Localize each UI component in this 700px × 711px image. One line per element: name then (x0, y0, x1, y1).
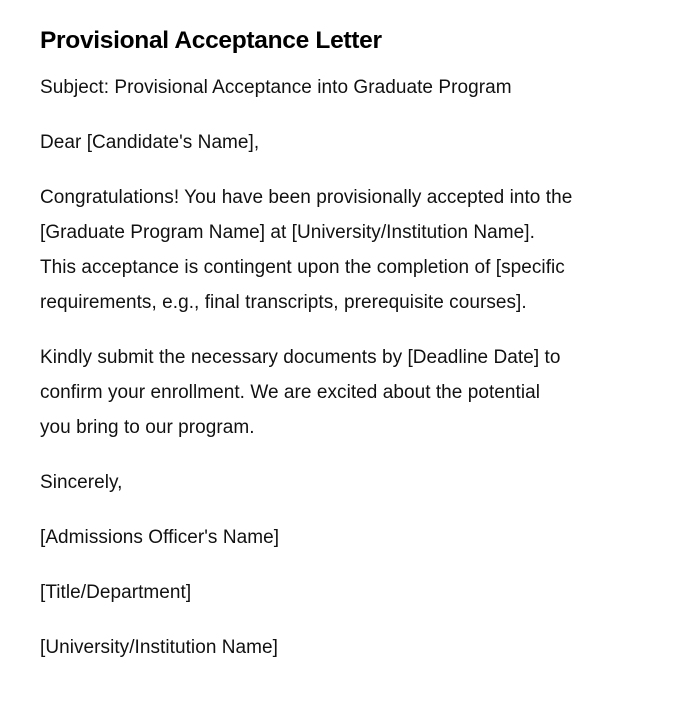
paragraph-line: you bring to our program. (40, 417, 255, 438)
paragraph-line: Kindly submit the necessary documents by [Deadline Date] to (40, 347, 561, 368)
paragraph-line: This acceptance is contingent upon the completion of [specific (40, 257, 565, 278)
body-paragraph-acceptance (40, 180, 660, 320)
body-paragraph-instructions (40, 340, 660, 445)
document-title: Provisional Acceptance Letter (40, 27, 382, 54)
signature-institution: [University/Institution Name] (40, 637, 278, 658)
salutation: Dear [Candidate's Name], (40, 132, 260, 153)
closing: Sincerely, (40, 472, 123, 493)
paragraph-line: requirements, e.g., final transcripts, prerequisite courses]. (40, 292, 527, 313)
subject-line: Subject: Provisional Acceptance into Graduate Program (40, 77, 512, 98)
paragraph-line: Congratulations! You have been provisionally accepted into the (40, 187, 573, 208)
paragraph-line: confirm your enrollment. We are excited about the potential (40, 382, 541, 403)
paragraph-line: [Graduate Program Name] at [University/Institution Name]. (40, 222, 535, 243)
signature-name: [Admissions Officer's Name] (40, 527, 280, 548)
signature-title: [Title/Department] (40, 582, 192, 603)
